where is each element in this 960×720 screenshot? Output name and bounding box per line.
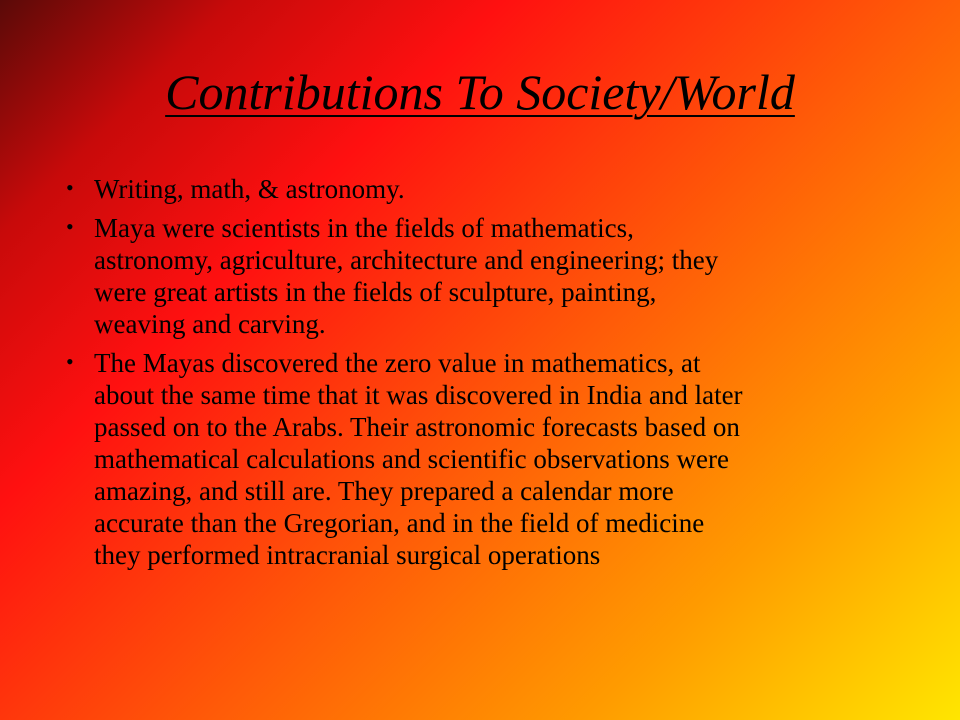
bullet-text-line: Maya were scientists in the fields of mathematics,	[94, 213, 634, 243]
bullet-text-line: Writing, math, & astronomy.	[94, 174, 405, 204]
slide-title: Contributions To Society/World	[165, 64, 795, 120]
bullet-item-scientists	[66, 212, 910, 340]
bullet-text-line: weaving and carving.	[94, 309, 326, 339]
bullet-item-writing	[66, 173, 910, 205]
bullet-item-zero-value	[66, 347, 910, 571]
bullet-text-line: mathematical calculations and scientific observations were	[94, 444, 730, 474]
bullet-text-line: they performed intracranial surgical operations	[94, 540, 601, 570]
bullet-text-line: amazing, and still are. They prepared a calendar more	[94, 476, 674, 506]
bullet-list	[66, 173, 910, 578]
bullet-text-line: passed on to the Arabs. Their astronomic forecasts based on	[94, 412, 740, 442]
bullet-text-line: astronomy, agriculture, architecture and engineering; they	[94, 245, 719, 275]
bullet-dot-icon: •	[66, 349, 74, 374]
bullet-dot-icon: •	[66, 175, 74, 200]
bullet-text-line: about the same time that it was discovered in India and later	[94, 380, 743, 410]
bullet-text-line: accurate than the Gregorian, and in the field of medicine	[94, 508, 705, 538]
bullet-dot-icon: •	[66, 214, 74, 239]
bullet-text-line: The Mayas discovered the zero value in mathematics, at	[94, 348, 701, 378]
bullet-text-line: were great artists in the fields of sculpture, painting,	[94, 277, 657, 307]
